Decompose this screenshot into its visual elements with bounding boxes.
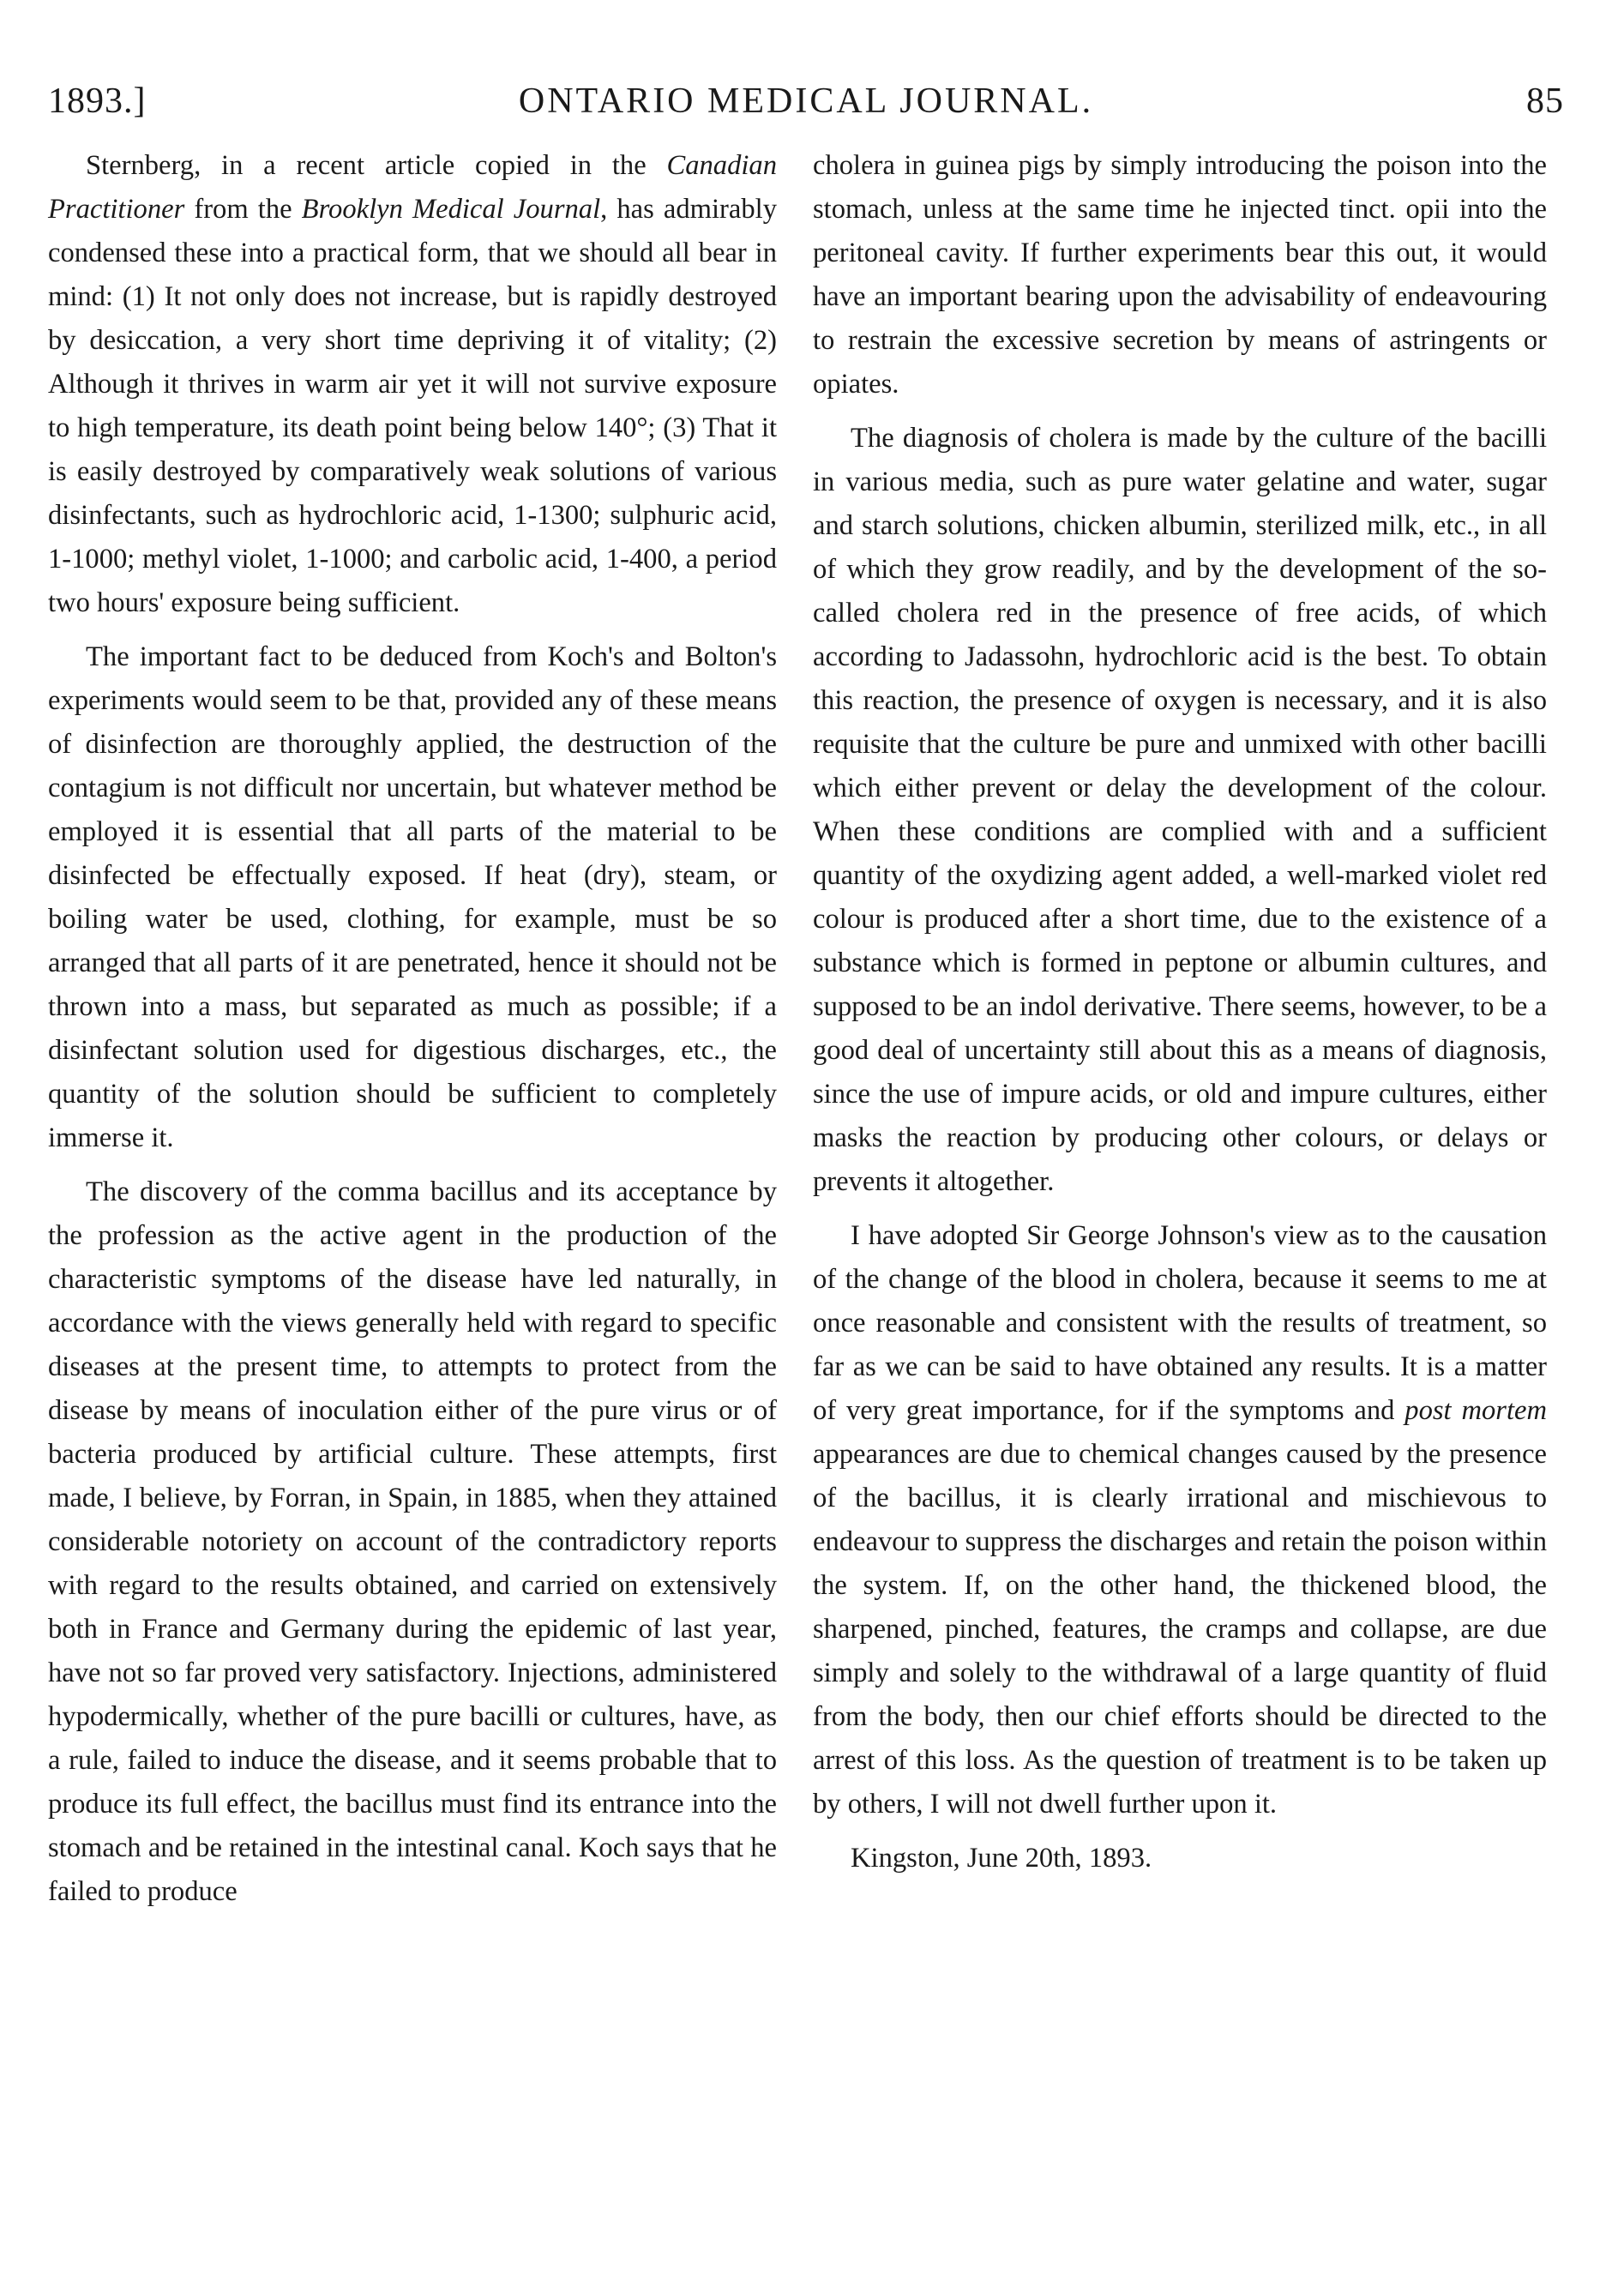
journal-name-brooklyn-medical-journal: Brooklyn Medical Journal — [301, 194, 601, 225]
paragraph-text: I have adopted Sir George Johnson's view as to the causation of the change of the blood in cholera, because it seems to me at once reasonable and consistent with the results of treatment, so far as we can be said to have obtained any results. It is a matter of very great importance, for if the symptoms and — [813, 1220, 1547, 1426]
paragraph-text: , has admirably condensed these into a practical form, that we should all bear in mind: (1) It not only does not increase, but is rapidly destroyed by desiccation, a very short time depriving it of vitality; (2) Although it thrives in warm air yet it will not survive exposure to high temperature, its death point being below 140°; (3) That it is easily destroyed by comparatively weak solutions of various disinfectants, such as hydrochloric acid, 1-1300; sulphuric acid, 1-1000; methyl violet, 1-1000; and carbolic acid, 1-400, a period two hours' exposure being sufficient. — [48, 194, 777, 618]
paragraph-johnson-view — [813, 1214, 1547, 1826]
page-number: 85 — [1526, 81, 1564, 121]
header-year: 1893.] — [48, 81, 147, 121]
paragraph-sternberg — [48, 144, 777, 625]
paragraph-text: from the — [184, 194, 302, 225]
journal-title: ONTARIO MEDICAL JOURNAL. — [518, 81, 1094, 121]
right-column — [813, 144, 1547, 1891]
running-head — [48, 81, 1564, 132]
paragraph-comma-bacillus: The discovery of the comma bacillus and its acceptance by the profession as the active agent in the production of the characteristic symptoms of the disease have led naturally, in accordance with the views generally held with regard to specific diseases at the present time, to attempts to protect from the disease by means of inoculation either of the pure virus or of bacteria produced by artificial culture. These attempts, first made, I believe, by Forran, in Spain, in 1885, when they attained considerable notoriety on account of the contradictory reports with regard to the results obtained, and carried on extensively both in France and Germany during the epidemic of last year, have not so far proved very satisfactory. Injections, administered hypodermically, whether of the pure bacilli or cultures, have, as a rule, failed to induce the disease, and it seems probable that to produce its full effect, the bacillus must find its entrance into the stomach and be retained in the intestinal canal. Koch says that he failed to produce — [48, 1176, 777, 1907]
paragraph-text: Sternberg, in a recent article copied in the — [86, 150, 667, 181]
dateline: Kingston, June 20th, 1893. — [851, 1843, 1152, 1874]
paragraph-diagnosis: The diagnosis of cholera is made by the culture of the bacilli in various media, such as pure water gelatine and water, sugar and starch solutions, chicken albumin, sterilized milk, etc., in all of which they grow readily, and by the development of the so-called cholera red in the presence of free acids, of which according to Jadassohn, hydrochloric acid is the best. To obtain this reaction, the presence of oxygen is necessary, and it is also requisite that the culture be pure and unmixed with other bacilli which either prevent or delay the development of the colour. When these conditions are complied with and a sufficient quantity of the oxydizing agent added, a well-marked violet red colour is produced after a short time, due to the existence of a substance which is formed in peptone or albumin cultures, and supposed to be an indol derivative. There seems, however, to be a good deal of uncertainty still about this as a means of diagnosis, since the use of impure acids, or old and impure cultures, either masks the reaction by producing other colours, or delays or prevents it altogether. — [813, 423, 1547, 1197]
term-post-mortem: post mortem — [1404, 1395, 1548, 1426]
left-column — [48, 144, 777, 1924]
paragraph-text: appearances are due to chemical changes caused by the presence of the bacillus, it is clearly irrational and mischievous to endeavour to suppress the discharges and retain the poison within the system. If, on the other hand, the thickened blood, the sharpened, pinched, features, the cramps and collapse, are due simply and solely to the withdrawal of a large quantity of fluid from the body, then our chief efforts should be directed to the arrest of this loss. As the question of treatment is to be taken up by others, I will not dwell further upon it. — [813, 1439, 1547, 1820]
paragraph-disinfection: The important fact to be deduced from Koch's and Bolton's experiments would seem to be that, provided any of these means of disinfection are thoroughly applied, the destruction of the contagium is not difficult nor uncertain, but whatever method be employed it is essential that all parts of the material to be disinfected be effectually exposed. If heat (dry), steam, or boiling water be used, clothing, for example, must be so arranged that all parts of it are penetrated, hence it should not be thrown into a mass, but separated as much as possible; if a disinfectant solution used for digestious discharges, etc., the quantity of the solution should be sufficient to completely immerse it. — [48, 641, 777, 1153]
journal-name-canadian-practitioner: Canadian Practitioner — [48, 150, 777, 225]
paragraph-guinea-pigs: cholera in guinea pigs by simply introducing the poison into the stomach, unless at the same time he injected tinct. opii into the peritoneal cavity. If further experiments bear this out, it would have an important bearing upon the advisability of endeavouring to restrain the excessive secretion by means of astringents or opiates. — [813, 150, 1547, 400]
